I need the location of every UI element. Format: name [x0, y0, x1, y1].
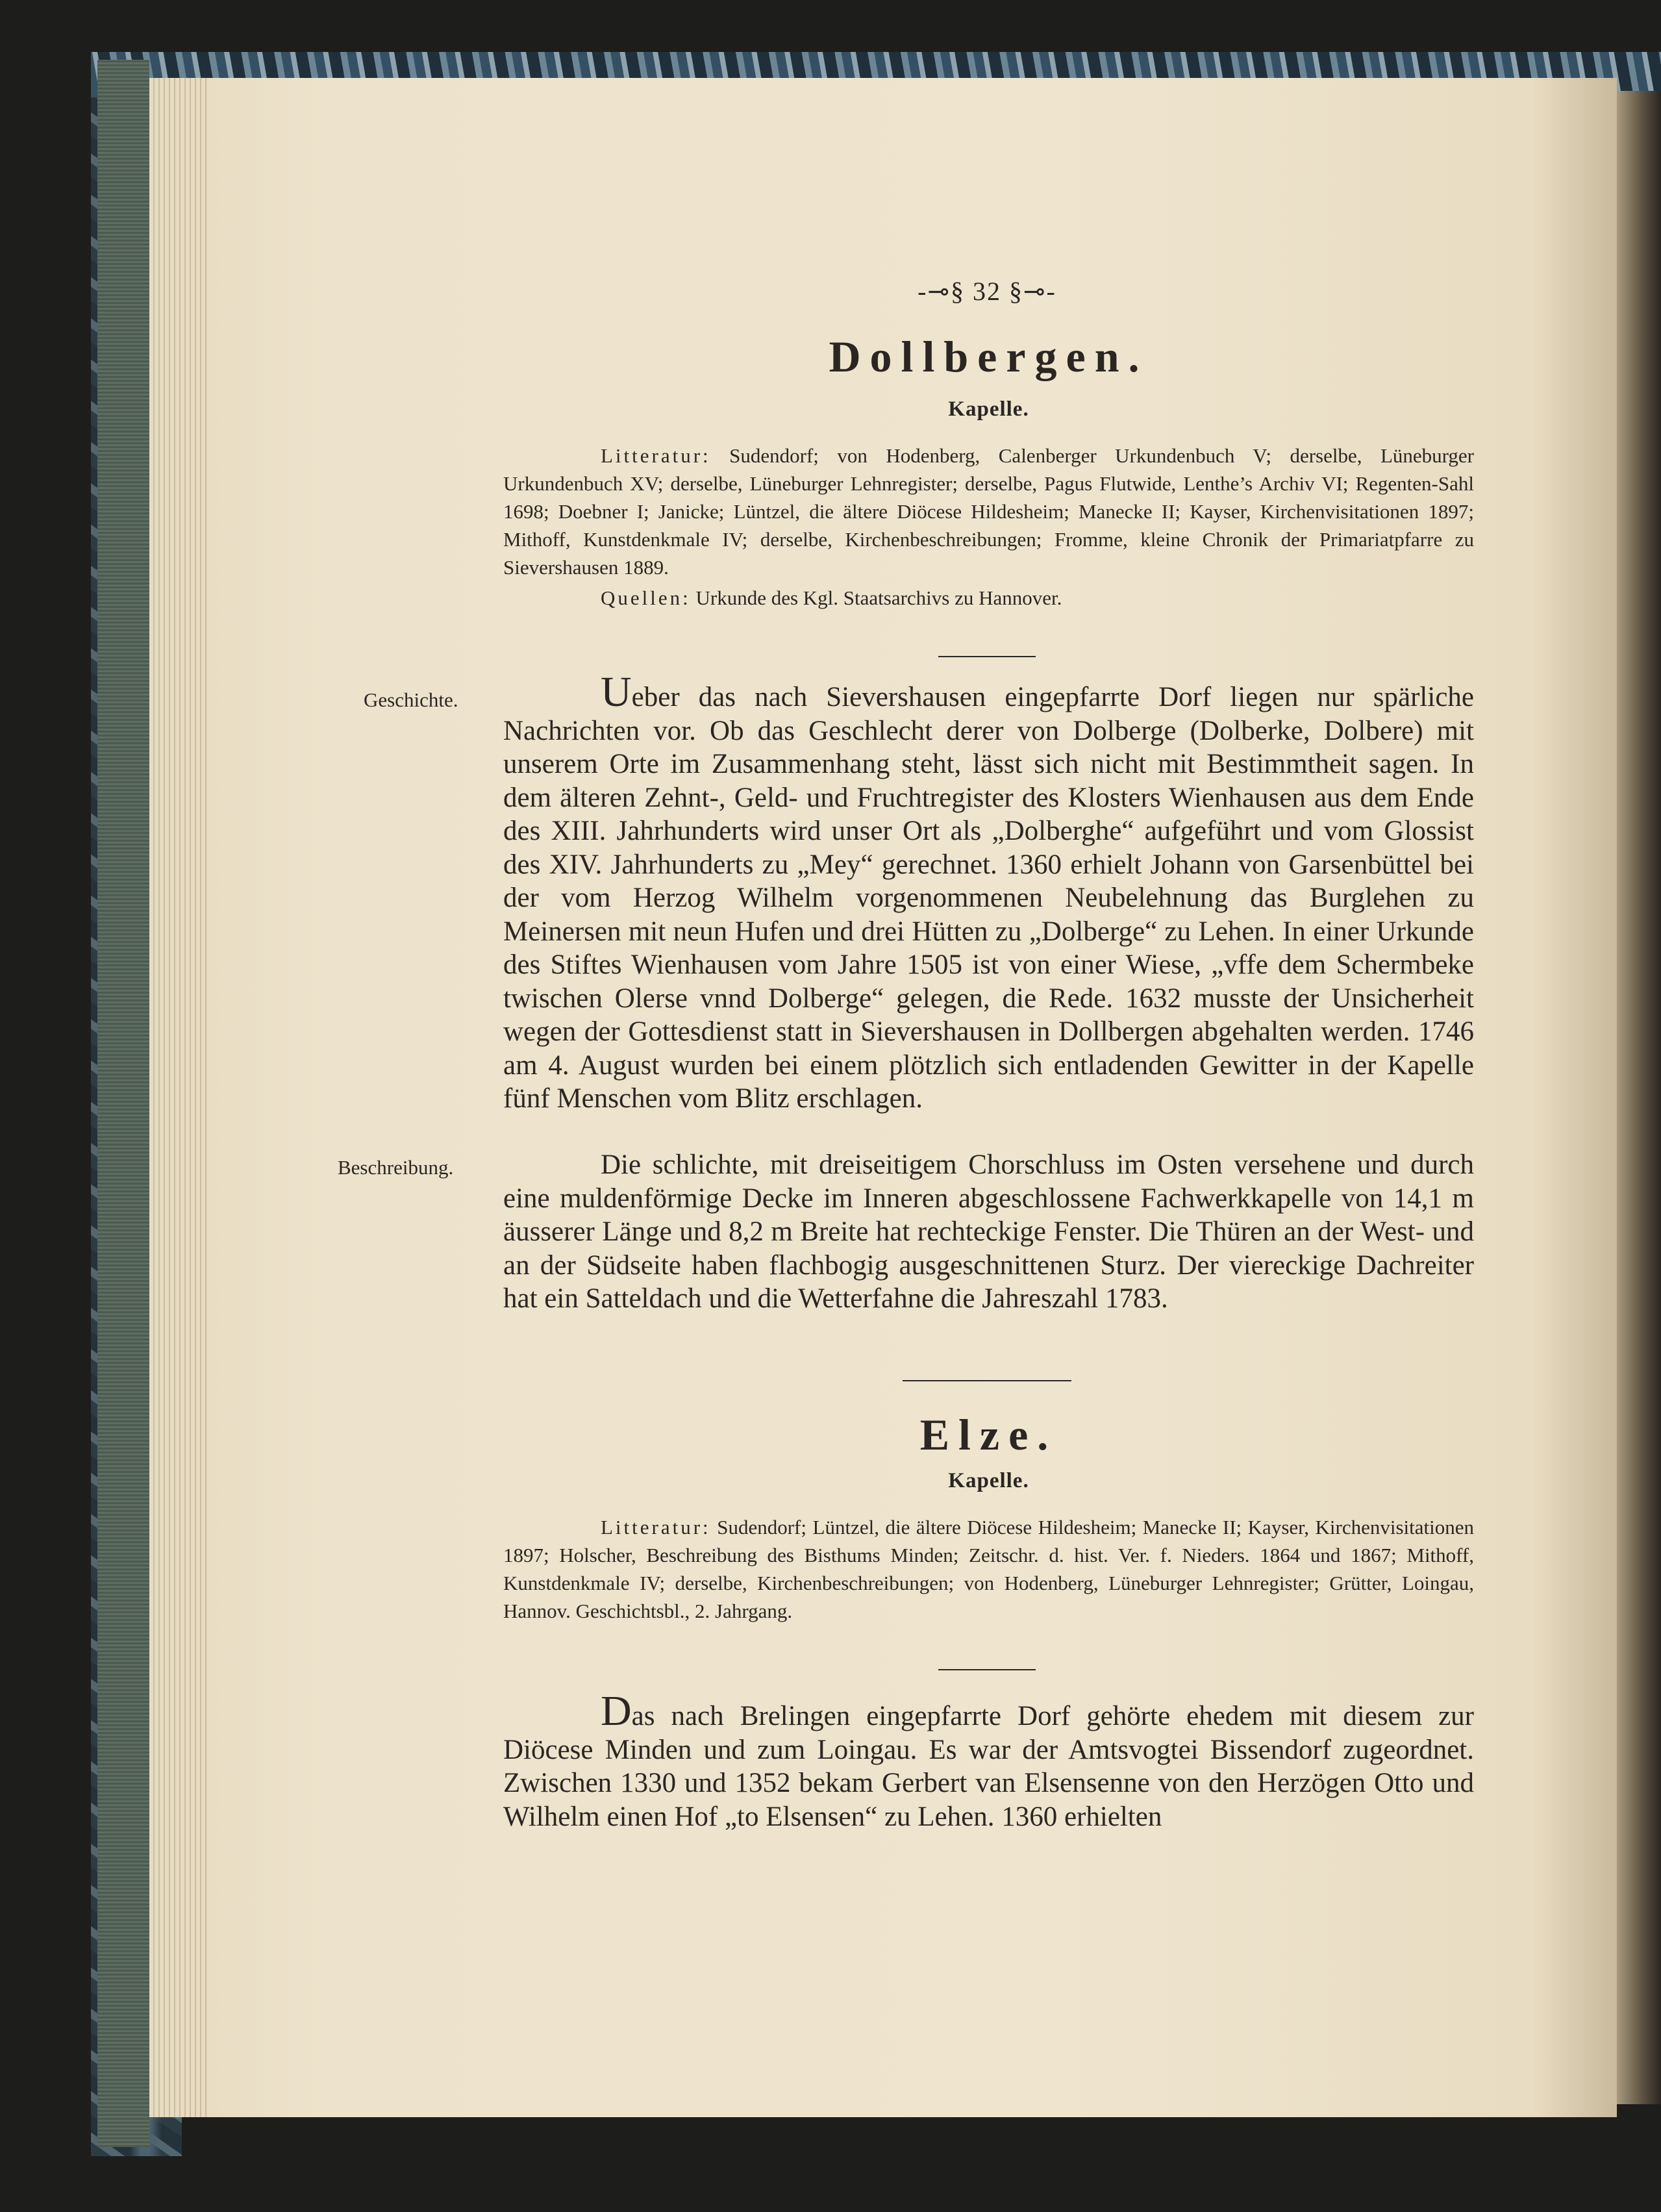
literature-label: Litteratur: — [601, 444, 711, 467]
section-subtitle-dollbergen: Kapelle. — [948, 397, 1029, 421]
section-subtitle-elze: Kapelle. — [948, 1469, 1029, 1492]
margin-note-description: Beschreibung. — [338, 1156, 454, 1179]
history-text: eber das nach Sievershausen eingepfarrte Dorf liegen nur spärliche Nachrichten vor. Ob das Geschlecht derer von Dolberge (Dolberke, Dolbere) mit unserem Orte im Zusammenhang steht, lässt sich nicht mit Bestimmtheit sagen. In dem älteren Zehnt-, Geld- und Fruchtregister des Klosters Wienhausen aus dem Ende des XIII. Jahrhunderts wird unser Ort als „Dolberghe“ aufgeführt und vom Glossist des XIV. Jahrhunderts zu „Mey“ gerechnet. 1360 erhielt Johann von Garsenbüttel bei der vom Herzog Wilhelm vorgenommenen Neubelehnung das Burglehen zu Meinersen mit neun Hufen und drei Hütten zu „Dolberge“ zu Lehen. In einer Urkunde des Stiftes Wienhausen vom Jahre 1505 ist von einer Wiese, „vffe dem Schermbeke twischen Olerse vnnd Dolberge“ gelegen, die Rede. 1632 musste der Unsicherheit wegen der Gottesdienst statt in Sievershausen in Dollbergen abgehalten werden. 1746 am 4. August wurden bei einem plötzlich sich entladenden Gewitter in der Kapelle fünf Menschen vom Blitz erschlagen. — [503, 682, 1474, 1114]
elze-paragraph — [503, 1687, 1474, 1833]
section-divider-long — [903, 1380, 1071, 1381]
section-divider-short — [938, 656, 1036, 657]
book-cover-edge — [97, 60, 149, 2147]
section-divider-short — [938, 1669, 1036, 1670]
section-title-elze: Elze. — [919, 1410, 1058, 1459]
drop-initial: D — [601, 1687, 632, 1735]
page-stack — [149, 78, 208, 2117]
description-paragraph — [503, 1148, 1474, 1316]
facing-page-edge — [1617, 91, 1661, 2104]
literature-label: Litteratur: — [601, 1516, 711, 1539]
literature-text: Sudendorf; Lüntzel, die ältere Diöcese Hildesheim; Manecke II; Kayser, Kirchenvisitationen 1897; Holscher, Beschreibung des Bisthums Minden; Zeitschr. d. hist. Ver. f. Nieders. 1864 und 1867; Mithoff, Kunstdenkmale IV; derselbe, Kirchenbeschreibungen; von Hodenberg, Lüneburger Lehnregister; Grütter, Loingau, Hannov. Geschichtsbl., 2. Jahrgang. — [503, 1516, 1474, 1622]
drop-initial: U — [601, 668, 632, 716]
page-number-value: 32 — [973, 277, 1001, 306]
literature-text: Sudendorf; von Hodenberg, Calenberger Urkundenbuch V; derselbe, Lüneburger Urkundenbuch XV; derselbe, Lüneburger Lehnregister; derselbe, Pagus Flutwide, Lenthe’s Archiv VI; Regenten-Sahl 1698; Doebner I; Janicke; Lüntzel, die ältere Diöcese Hildesheim; Manecke II; Kayser, Kirchenvisitationen 1897; Mithoff, Kunstdenkmale IV; derselbe, Kirchenbeschreibungen; Fromme, kleine Chronik der Primariatpfarre zu Sievershausen 1889. — [503, 444, 1475, 579]
page-number — [844, 276, 1130, 307]
page-number-ornament-left: -⊸§ — [918, 277, 965, 306]
literature-dollbergen — [503, 442, 1474, 612]
sources-label: Quellen: — [601, 586, 691, 609]
history-paragraph — [503, 668, 1474, 1116]
description-text: Die schlichte, mit dreiseitigem Chorschluss im Osten versehene und durch eine muldenförmige Decke im Inneren abgeschlossene Fachwerkkapelle von 14,1 m äusserer Länge und 8,2 m Breite hat rechteckige Fenster. Die Thüren an der West- und an der Südseite haben flachbogig ausgeschnittenen Sturz. Der viereckige Dachreiter hat ein Satteldach und die Wetterfahne die Jahreszahl 1783. — [503, 1150, 1474, 1314]
elze-text: as nach Brelingen eingepfarrte Dorf gehörte ehedem mit diesem zur Diöcese Minden und zum Loingau. Es war der Amtsvogtei Bissendorf zugeordnet. Zwischen 1330 und 1352 bekam Gerbert van Elsensenne von den Herzögen Otto und Wilhelm einen Hof „to Elsensen“ zu Lehen. 1360 erhielten — [503, 1701, 1474, 1832]
page-number-ornament-right: §⊸- — [1009, 277, 1056, 306]
section-title-dollbergen: Dollbergen. — [829, 332, 1149, 381]
literature-elze — [503, 1513, 1474, 1625]
sources-text: Urkunde des Kgl. Staatsarchivs zu Hannover. — [695, 586, 1062, 609]
margin-note-history: Geschichte. — [364, 688, 458, 711]
